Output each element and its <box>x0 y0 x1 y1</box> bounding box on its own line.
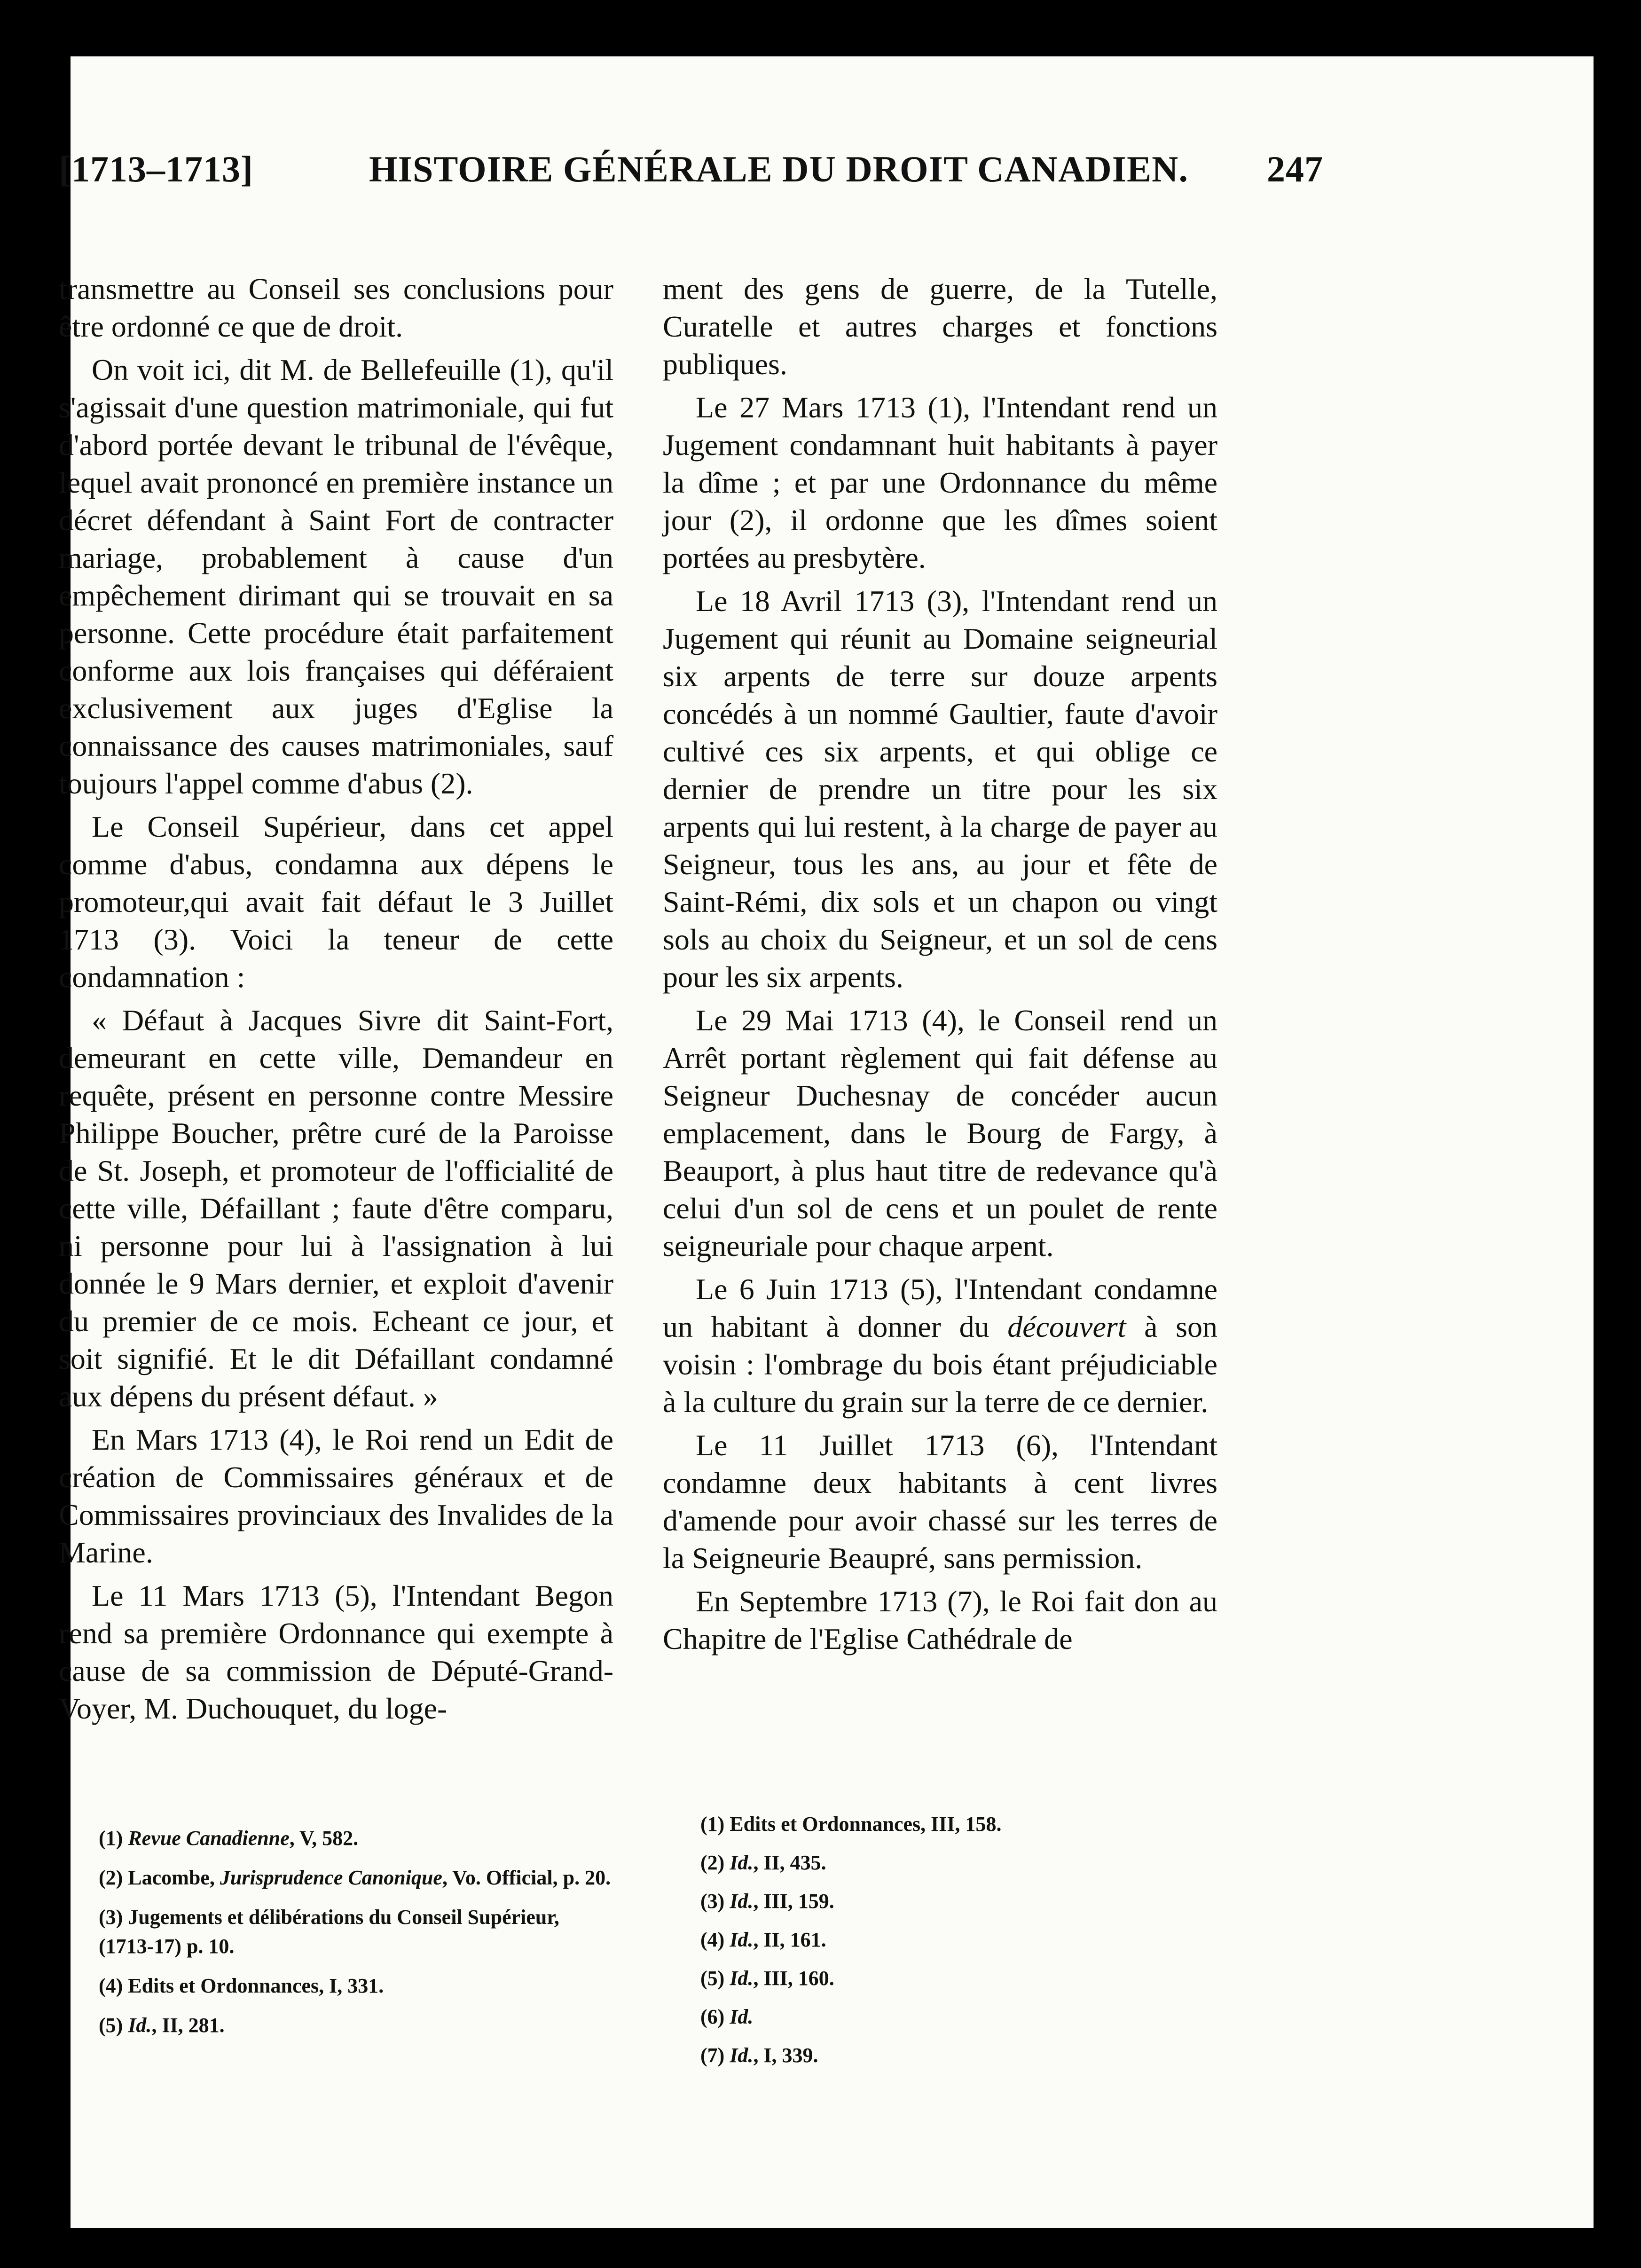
paragraph: Le 11 Juillet 1713 (6), l'Intendant condamne deux habitants à cent livres d'amende pour avoir chassé sur les terres de la Seigneurie Beaupré, sans permission. <box>663 1428 1217 1575</box>
footnotes-left <box>99 1824 616 2050</box>
paragraph: Le 6 Juin 1713 (5), l'Intendant condamne un habitant à donner du découvert à son voisin : l'ombrage du bois étant préjudiciable à la culture du grain sur la terre de ce dernier. <box>663 1272 1218 1419</box>
footnote: (5) Id., II, 281. <box>99 2014 225 2037</box>
paragraph: transmettre au Conseil ses conclusions pour être ordonné ce que de droit. <box>59 272 613 343</box>
footnote: (3) Id., III, 159. <box>700 1890 834 1913</box>
paragraph: On voit ici, dit M. de Bellefeuille (1), qu'il s'agissait d'une question matrimoniale, qui fut d'abord portée devant le tribunal de l'évêque, lequel avait prononcé en première instance un décret défendant à Saint Fort de contracter mariage, probablement à cause d'un empêchement dirimant qui se trouvait en sa personne. Cette procédure était parfaitement conforme aux lois françaises qui déféraient exclusivement aux juges d'Eglise la connaissance des causes matrimoniales, sauf toujours l'appel comme d'abus (2). <box>59 353 613 800</box>
footnote: (2) Id., II, 435. <box>700 1851 826 1874</box>
footnote: (2) Lacombe, Jurisprudence Canonique, Vo. Official, p. 20. <box>99 1866 611 1889</box>
paragraph: Le 29 Mai 1713 (4), le Conseil rend un Arrêt portant règlement qui fait défense au Seigneur Duchesnay de concéder aucun emplacement, dans le Bourg de Fargy, à Beauport, à plus haut titre de redevance qu'à celui d'un sol de cens et un poulet de rente seigneuriale pour chaque arpent. <box>663 1004 1217 1263</box>
footnote: (4) Id., II, 161. <box>700 1928 826 1951</box>
footnotes-right <box>700 1805 1217 2075</box>
footnote: (3) Jugements et délibérations du Conseil Supérieur, (1713-17) p. 10. <box>99 1906 559 1958</box>
right-column <box>663 270 1217 1664</box>
paragraph: Le 27 Mars 1713 (1), l'Intendant rend un Jugement condamnant huit habitants à payer la dîme ; et par une Ordonnance du même jour (2), il ordonne que les dîmes soient portées au presbytère. <box>663 391 1217 574</box>
paragraph: ment des gens de guerre, de la Tutelle, Curatelle et autres charges et fonctions publiques. <box>663 272 1217 381</box>
footnote: (5) Id., III, 160. <box>700 1967 834 1990</box>
running-header <box>59 148 1323 204</box>
page-title: HISTOIRE GÉNÉRALE DU DROIT CANADIEN. <box>369 149 1188 189</box>
footnote: (7) Id., I, 339. <box>700 2044 818 2067</box>
paragraph: Le 18 Avril 1713 (3), l'Intendant rend un Jugement qui réunit au Domaine seigneurial six arpents de terre sur douze arpents concédés à un nommé Gaultier, faute d'avoir cultivé ces six arpents, et qui oblige ce dernier de prendre un titre pour les six arpents qui lui restent, à la charge de payer au Seigneur, tous les ans, au jour et fête de Saint-Rémi, dix sols et un chapon ou vingt sols au choix du Seigneur, et un sol de cens pour les six arpents. <box>663 584 1217 994</box>
paragraph: Le 11 Mars 1713 (5), l'Intendant Begon rend sa première Ordonnance qui exempte à cause de sa commission de Député-Grand-Voyer, M. Duchouquet, du loge- <box>59 1579 613 1725</box>
left-column <box>59 270 613 1733</box>
page-number: 247 <box>1267 149 1323 189</box>
footnote: (6) Id. <box>700 2005 754 2028</box>
paragraph: En Mars 1713 (4), le Roi rend un Edit de création de Commissaires généraux et de Commissaires provinciaux des Invalides de la Marine. <box>59 1423 613 1569</box>
date-range: [1713–1713] <box>59 149 253 189</box>
paragraph: En Septembre 1713 (7), le Roi fait don au Chapitre de l'Eglise Cathédrale de <box>663 1585 1217 1656</box>
footnote: (1) Revue Canadienne, V, 582. <box>99 1827 359 1850</box>
paragraph: Le Conseil Supérieur, dans cet appel comme d'abus, condamna aux dépens le promoteur,qui avait fait défaut le 3 Juillet 1713 (3). Voici la teneur de cette condamnation : <box>59 810 613 994</box>
paragraph: « Défaut à Jacques Sivre dit Saint-Fort, demeurant en cette ville, Demandeur en requête, présent en personne contre Messire Philippe Boucher, prêtre curé de la Paroisse de St. Joseph, et promoteur de l'officialité de cette ville, Défaillant ; faute d'être comparu, ni personne pour lui à l'assignation à lui donnée le 9 Mars dernier, et exploit d'avenir du premier de ce mois. Echeant ce jour, et soit signifié. Et le dit Défaillant condamné aux dépens du présent défaut. » <box>59 1004 613 1413</box>
footnote: (1) Edits et Ordonnances, III, 158. <box>700 1813 1002 1836</box>
footnote: (4) Edits et Ordonnances, I, 331. <box>99 1974 384 1997</box>
